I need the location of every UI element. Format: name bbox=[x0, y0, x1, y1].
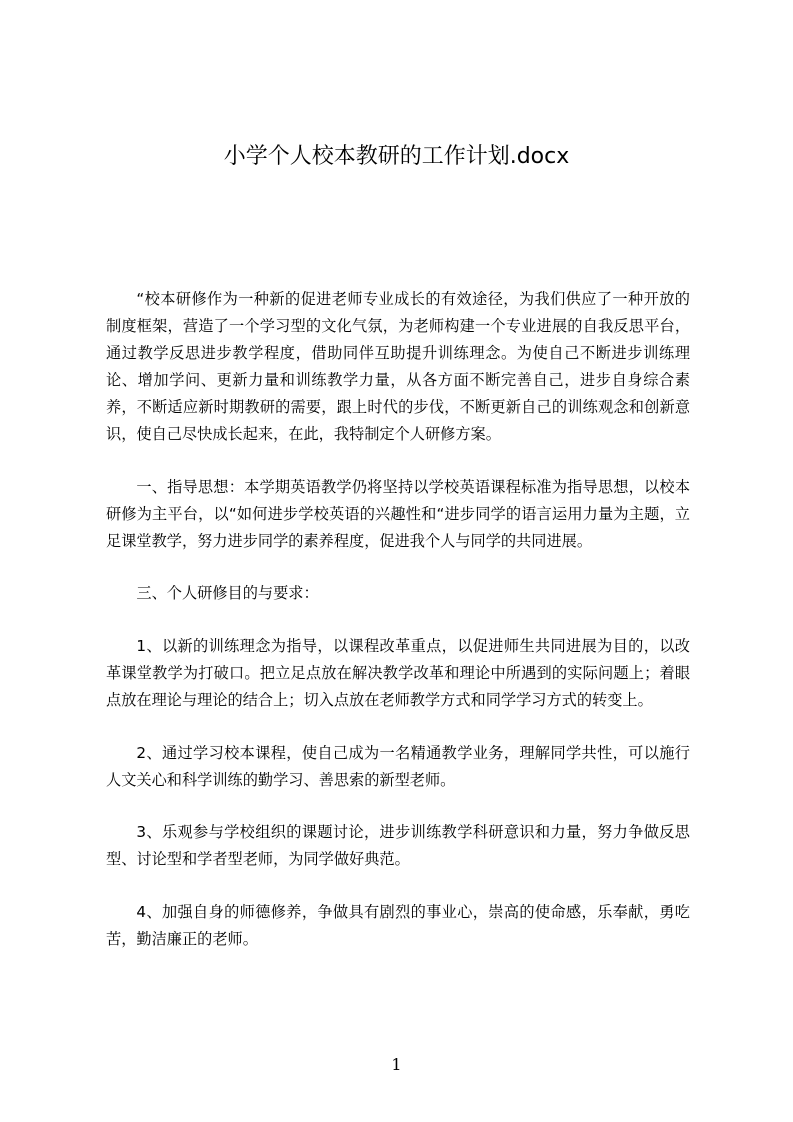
list-item-goal-3: 3、乐观参与学校组织的课题讨论，进步训练教学科研意识和力量，努力争做反思型、讨论型和学者型老师，为同学做好典范。 bbox=[106, 823, 690, 868]
list-item-goal-1: 1、以新的训练理念为指导，以课程改革重点，以促进师生共同进展为目的，以改革课堂教学为打破口。把立足点放在解决教学改革和理论中所遇到的实际问题上；着眼点放在理论与理论的结合上；切入点放在老师教学方式和同学学习方式的转变上。 bbox=[106, 637, 690, 709]
page-number: 1 bbox=[391, 1055, 402, 1074]
list-item-goal-4: 4、加强自身的师德修养，争做具有剧烈的事业心，崇高的使命感，乐奉献，勇吃苦，勤洁廉正的老师。 bbox=[106, 903, 690, 948]
section-heading-goals: 三、个人研修目的与要求： bbox=[136, 584, 319, 602]
paragraph-guiding-thought: 一、指导思想：本学期英语教学仍将坚持以学校英语课程标准为指导思想，以校本研修为主平台，以“如何进步学校英语的兴趣性和“进步同学的语言运用力量为主题，立足课堂教学，努力进步同学的素养程度，促进我个人与同学的共同进展。 bbox=[106, 478, 690, 550]
paragraph-intro: “校本研修作为一种新的促进老师专业成长的有效途径，为我们供应了一种开放的制度框架，营造了一个学习型的文化气氛，为老师构建一个专业进展的自我反思平台，通过教学反思进步教学程度，借助同伴互助提升训练理念。为使自己不断进步训练理论、增加学问、更新力量和训练教学力量，从各方面不断完善自己，进步自身综合素养，不断适应新时期教研的需要，跟上时代的步伐，不断更新自己的训练观念和创新意识，使自己尽快成长起来，在此，我特制定个人研修方案。 bbox=[106, 290, 690, 443]
document-title: 小学个人校本教研的工作计划.docx bbox=[223, 144, 570, 169]
list-item-goal-2: 2、通过学习校本课程，使自己成为一名精通教学业务，理解同学共性，可以施行人文关心和科学训练的勤学习、善思索的新型老师。 bbox=[106, 744, 690, 789]
